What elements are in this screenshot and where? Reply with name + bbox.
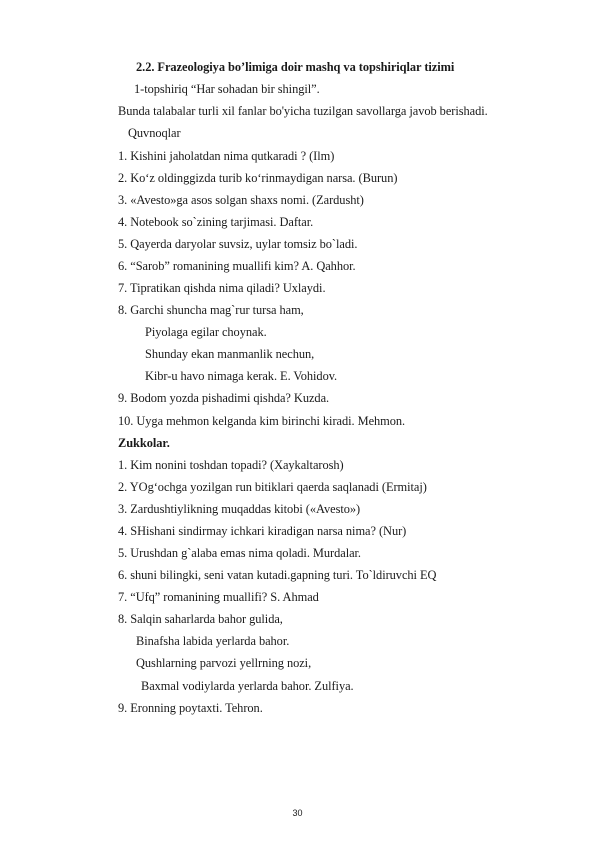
page-number: 30 [292,808,303,818]
question-item: 2. Ko‘z oldinggizda turib ko‘rinmaydigan narsa. (Burun) [118,171,398,185]
question-item: 5. Urushdan g`alaba emas nima qoladi. Murdalar. [118,546,361,560]
question-item: 5. Qayerda daryolar suvsiz, uylar tomsiz bo`ladi. [118,237,358,251]
question-item: 2. YOg‘ochga yozilgan run bitiklari qaerda saqlanadi (Ermitaj) [118,480,427,494]
question-item: 3. Zardushtiylikning muqaddas kitobi («Avesto») [118,502,361,516]
question-item: 8. Salqin saharlarda bahor gulida, [118,612,283,626]
question-item: 7. Tipratikan qishda nima qiladi? Uxlaydi. [118,281,326,295]
question-item: 10. Uyga mehmon kelganda kim birinchi kiradi. Mehmon. [118,414,406,428]
question-item: 3. «Avesto»ga asos solgan shaxs nomi. (Zardusht) [118,193,364,207]
intro-paragraph: Bunda talabalar turli xil fanlar bo'yicha tuzilgan savollarga javob berishadi. [118,104,488,118]
question-item: 6. “Sarob” romanining muallifi kim? A. Qahhor. [118,259,356,273]
section-heading: 2.2. Frazeologiya bo’limiga doir mashq va topshiriqlar tizimi [136,60,455,74]
question-item: 1. Kishini jaholatdan nima qutkaradi ? (Ilm) [118,149,335,163]
question-item: 1. Kim nonini toshdan topadi? (Xaykaltarosh) [118,458,344,472]
poem-line: Kibr-u havo nimaga kerak. E. Vohidov. [145,369,338,383]
poem-line: Shunday ekan manmanlik nechun, [145,347,315,361]
task-title: 1-topshiriq “Har sohadan bir shingil”. [134,82,320,96]
question-item: 4. Notebook so`zining tarjimasi. Daftar. [118,215,314,229]
poem-line: Baxmal vodiylarda yerlarda bahor. Zulfiya. [141,679,354,693]
question-item: 9. Bodom yozda pishadimi qishda? Kuzda. [118,391,330,405]
section-title-zukkolar: Zukkolar. [118,436,170,450]
poem-line: Piyolaga egilar choynak. [145,325,267,339]
question-item: 7. “Ufq” romanining muallifi? S. Ahmad [118,590,319,604]
poem-line: Qushlarning parvozi yellrning nozi, [136,656,312,670]
question-item: 8. Garchi shuncha mag`rur tursa ham, [118,303,304,317]
poem-line: Binafsha labida yerlarda bahor. [136,634,290,648]
question-item: 9. Eronning poytaxti. Tehron. [118,701,263,715]
question-item: 4. SHishani sindirmay ichkari kiradigan narsa nima? (Nur) [118,524,407,538]
question-item: 6. shuni bilingki, seni vatan kutadi.gapning turi. To`ldiruvchi EQ [118,568,437,582]
section-title-quvnoqlar: Quvnoqlar [128,126,181,140]
